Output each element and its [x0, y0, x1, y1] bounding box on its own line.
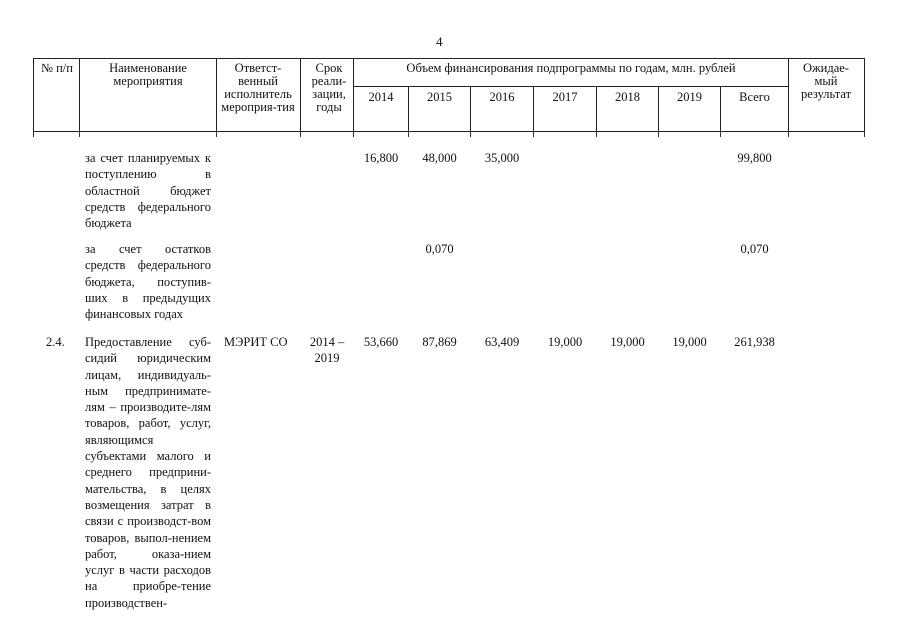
- row-3-value-2015: 87,869: [422, 335, 457, 349]
- row-1-value-total: 99,800: [737, 151, 772, 165]
- header-executor: Ответст-венный исполнитель мероприя-тия: [221, 61, 295, 114]
- border-tick: [720, 132, 721, 137]
- border-tick: [788, 132, 789, 137]
- row-2-value-2015: 0,070: [425, 242, 454, 256]
- header-year-2016: 2016: [489, 90, 515, 104]
- border-tick: [864, 132, 865, 137]
- row-1-name: за счет планируемых к поступлению в областной бюджет средств федерального бюджета: [85, 151, 211, 231]
- col-divider: [79, 58, 80, 132]
- border-tick: [658, 132, 659, 137]
- border-tick: [79, 132, 80, 137]
- row-3-value-2018: 19,000: [610, 335, 645, 349]
- row-2-name: за счет остатков средств федерального бюджета, поступив-ших в предыдущих финансовых годах: [85, 242, 211, 322]
- row-3-value-2019: 19,000: [672, 335, 707, 349]
- row-3-value-total: 261,938: [734, 335, 775, 349]
- header-year-2015: 2015: [427, 90, 452, 104]
- header-name: Наименование мероприятия: [109, 61, 187, 88]
- header-year-total: Всего: [739, 90, 770, 104]
- header-year-2018: 2018: [615, 90, 640, 104]
- row-3-executor: МЭРИТ СО: [224, 335, 288, 349]
- header-year-2019: 2019: [677, 90, 702, 104]
- page-number: 4: [436, 34, 443, 49]
- border-tick: [216, 132, 217, 137]
- header-num: № п/п: [41, 61, 73, 75]
- header-result: Ожидае-мый результат: [800, 61, 852, 101]
- header-period: Срок реали-зации, годы: [311, 61, 347, 114]
- row-1-value-2014: 16,800: [363, 151, 399, 165]
- header-year-2014: 2014: [368, 90, 394, 104]
- col-divider: [300, 58, 301, 132]
- years-divider-line: [353, 86, 788, 87]
- row-1-value-2015: 48,000: [422, 151, 457, 165]
- table-left-border: [33, 58, 34, 132]
- table-top-border: [33, 58, 864, 59]
- col-divider: [216, 58, 217, 132]
- border-tick: [300, 132, 301, 137]
- header-financing: Объем финансирования подпрограммы по годам, млн. рублей: [406, 61, 736, 75]
- row-2-value-total: 0,070: [740, 242, 769, 256]
- row-3-name: Предоставление суб-сидий юридическим лицам, индивидуаль-ным предпринимате-лям – производите-лям товаров, работ, услуг, являющимся субъектами малого и среднего предприни-мательства, в целях возмещения затрат в связи с производст-вом товаров, выпол-нением работ, оказа-нием услуг в части расходов на приобре-тение производствен-: [85, 335, 211, 610]
- row-1-value-2016: 35,000: [484, 151, 520, 165]
- row-3-value-2014: 53,660: [363, 335, 399, 349]
- row-3-period: 2014 – 2019: [309, 335, 345, 366]
- row-3-value-2017: 19,000: [547, 335, 583, 349]
- table-right-border: [864, 58, 865, 132]
- header-bottom-border: [33, 131, 864, 132]
- col-divider: [788, 58, 789, 132]
- row-3-num: 2.4.: [46, 335, 65, 349]
- border-tick: [533, 132, 534, 137]
- header-year-2017: 2017: [552, 90, 578, 104]
- border-tick: [33, 132, 34, 137]
- border-tick: [408, 132, 409, 137]
- border-tick: [470, 132, 471, 137]
- row-3-value-2016: 63,409: [484, 335, 520, 349]
- border-tick: [596, 132, 597, 137]
- border-tick: [353, 132, 354, 137]
